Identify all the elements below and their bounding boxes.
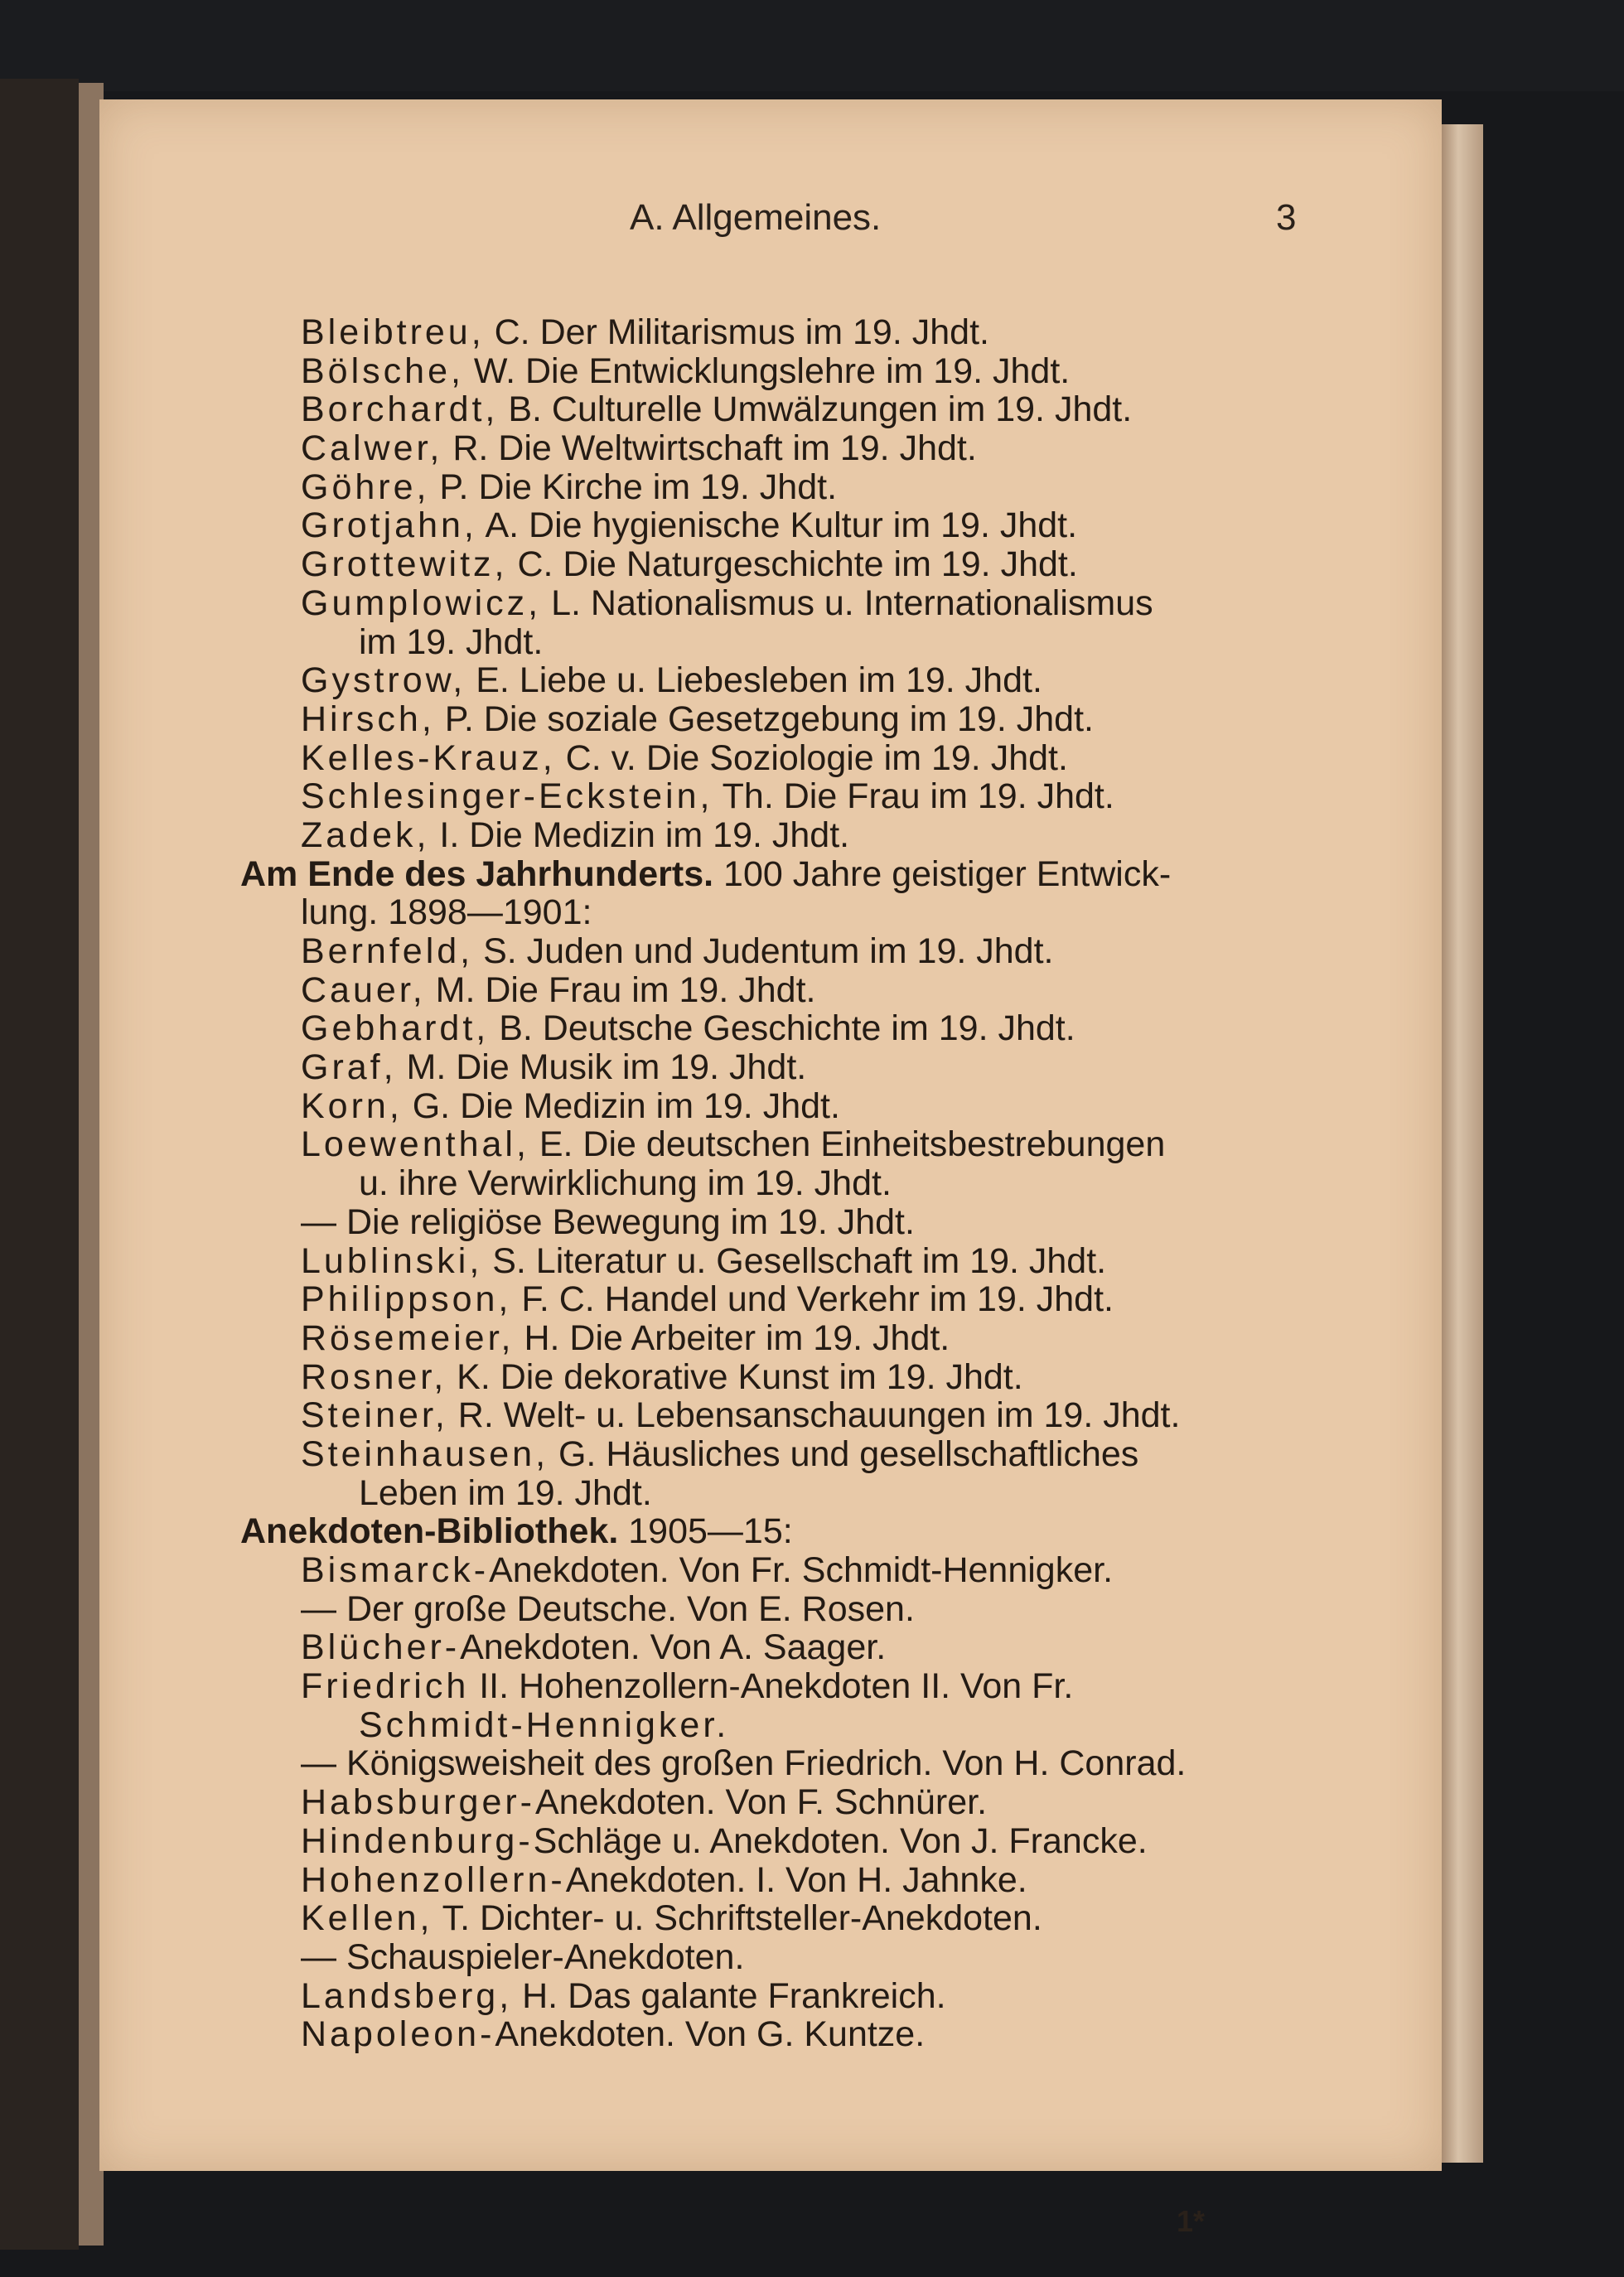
book-page — [99, 99, 1442, 2238]
entry-author: Habsburger- — [301, 1782, 535, 1823]
bibliography-entry — [240, 1822, 1400, 1861]
series-heading — [240, 855, 1400, 894]
entry-title: M. Die Musik im 19. Jhdt. — [406, 1047, 807, 1088]
entry-title: Schläge u. Anekdoten. Von J. Francke. — [533, 1820, 1148, 1861]
entry-author: Schlesinger-Eckstein, — [301, 776, 713, 817]
entry-title: Anekdoten. I. Von H. Jahnke. — [565, 1859, 1027, 1900]
bibliography-entry — [240, 545, 1400, 584]
entry-author: Borchardt, — [301, 389, 499, 430]
bibliography-entry — [240, 932, 1400, 971]
entry-author: Hindenburg- — [301, 1820, 534, 1861]
entry-author: Zadek, — [301, 815, 430, 855]
bibliography-entry — [240, 1009, 1400, 1048]
entry-author: Hirsch, — [301, 699, 435, 739]
bibliography-entry — [240, 506, 1400, 545]
entry-title: W. Die Entwicklungslehre im 19. Jhdt. — [473, 350, 1071, 391]
bibliography-entry — [240, 1280, 1400, 1319]
bibliography-entry — [240, 1628, 1400, 1667]
bibliography-entry — [240, 1396, 1400, 1435]
entry-title: Anekdoten. Von G. Kuntze. — [495, 2014, 926, 2055]
entry-author: Blücher- — [301, 1627, 461, 1668]
entry-author: Steiner, — [301, 1395, 448, 1436]
entry-title: H. Das galante Frankreich. — [522, 1975, 946, 2016]
entry-title: P. Die soziale Gesetzgebung im 19. Jhdt. — [444, 699, 1094, 739]
entry-title: M. Die Frau im 19. Jhdt. — [435, 969, 816, 1010]
entry-author: Steinhausen, — [301, 1433, 549, 1474]
entry-author: Bleibtreu, — [301, 312, 485, 352]
entry-title: S. Literatur u. Gesellschaft im 19. Jhdt. — [492, 1240, 1107, 1281]
entry-title: Leben im 19. Jhdt. — [359, 1472, 652, 1513]
entry-author: Schmidt-Hennigker. — [359, 1704, 730, 1745]
entry-title: T. Dichter- u. Schriftsteller-Anekdoten. — [442, 1898, 1042, 1939]
bibliography-entry — [240, 1048, 1400, 1087]
bibliography-entry — [240, 1087, 1400, 1126]
entry-title: H. Die Arbeiter im 19. Jhdt. — [524, 1317, 950, 1358]
series-heading — [240, 1512, 1400, 1551]
bibliography-entry — [240, 1203, 1400, 1242]
entry-title: Anekdoten. Von Fr. Schmidt-Hennigker. — [489, 1550, 1114, 1590]
bibliography-entry — [240, 1744, 1400, 1783]
entry-title: A. Die hygienische Kultur im 19. Jhdt. — [485, 505, 1078, 546]
entry-continuation — [240, 623, 1400, 662]
bibliography-entry — [240, 390, 1400, 429]
entry-title: B. Deutsche Geschichte im 19. Jhdt. — [499, 1008, 1075, 1049]
bibliography-entry — [240, 352, 1400, 391]
bibliography-entry — [240, 1590, 1400, 1629]
bibliography-entry — [240, 1861, 1400, 1900]
entry-title: C. Der Militarismus im 19. Jhdt. — [494, 312, 989, 352]
entry-author: Lublinski, — [301, 1240, 483, 1281]
entry-author: Loewenthal, — [301, 1124, 529, 1165]
entry-continuation — [240, 1164, 1400, 1203]
entry-title: R. Welt- u. Lebensanschauungen im 19. Jhdt. — [457, 1395, 1181, 1436]
bibliography-entry — [240, 584, 1400, 623]
entry-author: Calwer, — [301, 428, 443, 469]
series-title: Am Ende des Jahrhunderts. — [240, 853, 714, 894]
entry-title: Anekdoten. Von F. Schnürer. — [535, 1782, 988, 1823]
entry-author: Friedrich — [301, 1666, 470, 1707]
entry-author: Philippson, — [301, 1279, 512, 1320]
bibliography-entry — [240, 2015, 1400, 2054]
entry-author: Gumplowicz, — [301, 583, 542, 623]
entry-author: Gebhardt, — [301, 1008, 490, 1049]
entry-title: K. Die dekorative Kunst im 19. Jhdt. — [457, 1356, 1023, 1397]
entry-title: u. ihre Verwirklichung im 19. Jhdt. — [359, 1163, 892, 1204]
entry-author: Landsberg, — [301, 1975, 513, 2016]
entry-author: Bölsche, — [301, 350, 464, 391]
bibliography-list — [240, 313, 1400, 2054]
entry-title: I. Die Medizin im 19. Jhdt. — [439, 815, 850, 855]
bibliography-entry — [240, 1899, 1400, 1938]
bibliography-entry — [240, 1938, 1400, 1977]
bibliography-entry — [240, 1319, 1400, 1358]
entry-title: II. Hohenzollern-Anekdoten II. Von Fr. — [479, 1666, 1074, 1707]
entry-author: Korn, — [301, 1085, 403, 1126]
bibliography-entry — [240, 739, 1400, 778]
bibliography-entry — [240, 1125, 1400, 1164]
running-head: A. Allgemeines. — [630, 197, 882, 238]
entry-author: Graf, — [301, 1047, 397, 1088]
entry-title: 1905—15: — [628, 1511, 793, 1552]
entry-title: Th. Die Frau im 19. Jhdt. — [722, 776, 1114, 817]
entry-author: Hohenzollern- — [301, 1859, 566, 1900]
bibliography-entry — [240, 1358, 1400, 1397]
entry-continuation — [240, 1706, 1400, 1745]
entry-title: G. Die Medizin im 19. Jhdt. — [412, 1085, 840, 1126]
book-cover-left — [0, 79, 79, 2250]
entry-author: Gystrow, — [301, 660, 466, 701]
bibliography-entry — [240, 1667, 1400, 1706]
bibliography-entry — [240, 661, 1400, 700]
entry-author: Grotjahn, — [301, 505, 477, 546]
entry-author: Napoleon- — [301, 2014, 495, 2055]
entry-author: Bismarck- — [301, 1550, 490, 1590]
bibliography-entry — [240, 1783, 1400, 1822]
entry-title: F. C. Handel und Verkehr im 19. Jhdt. — [521, 1279, 1114, 1320]
signature-mark: 1* — [1177, 2204, 1206, 2238]
page-fore-edge — [1442, 124, 1483, 2163]
page-number: 3 — [1276, 197, 1297, 238]
entry-title: — Schauspieler-Anekdoten. — [301, 1936, 745, 1977]
entry-title: L. Nationalismus u. Internationalismus — [551, 583, 1153, 623]
entry-continuation — [240, 893, 1400, 932]
bibliography-entry — [240, 971, 1400, 1010]
entry-author: Cauer, — [301, 969, 426, 1010]
entry-title: — Der große Deutsche. Von E. Rosen. — [301, 1588, 915, 1629]
entry-title: Anekdoten. Von A. Saager. — [460, 1627, 887, 1668]
bibliography-entry — [240, 1435, 1400, 1474]
entry-author: Bernfeld, — [301, 931, 474, 971]
entry-title: lung. 1898—1901: — [301, 892, 592, 933]
entry-title: — Königsweisheit des großen Friedrich. Von H. Conrad. — [301, 1743, 1187, 1784]
bibliography-entry — [240, 313, 1400, 352]
bibliography-entry — [240, 429, 1400, 468]
entry-author: Göhre, — [301, 467, 430, 507]
bibliography-entry — [240, 1551, 1400, 1590]
entry-author: Grottewitz, — [301, 544, 508, 585]
bibliography-entry — [240, 777, 1400, 816]
bibliography-entry — [240, 1242, 1400, 1281]
leather-cover-top — [0, 0, 1624, 91]
entry-title: R. Die Weltwirtschaft im 19. Jhdt. — [452, 428, 977, 469]
entry-title: P. Die Kirche im 19. Jhdt. — [439, 467, 838, 507]
entry-title: C. v. Die Soziologie im 19. Jhdt. — [565, 737, 1068, 778]
entry-title: — Die religiöse Bewegung im 19. Jhdt. — [301, 1201, 915, 1242]
entry-title: B. Culturelle Umwälzungen im 19. Jhdt. — [508, 389, 1133, 430]
entry-title: E. Liebe u. Liebesleben im 19. Jhdt. — [476, 660, 1042, 701]
entry-continuation — [240, 1474, 1400, 1513]
entry-title: C. Die Naturgeschichte im 19. Jhdt. — [517, 544, 1078, 585]
bibliography-entry — [240, 468, 1400, 507]
entry-title: G. Häusliches und gesellschaftliches — [558, 1433, 1139, 1474]
entry-author: Kellen, — [301, 1898, 433, 1939]
bibliography-entry — [240, 816, 1400, 855]
series-title: Anekdoten-Bibliothek. — [240, 1511, 619, 1552]
entry-title: im 19. Jhdt. — [359, 621, 544, 662]
bibliography-entry — [240, 1977, 1400, 2016]
entry-author: Kelles-Krauz, — [301, 737, 556, 778]
entry-title: S. Juden und Judentum im 19. Jhdt. — [483, 931, 1054, 971]
entry-title: 100 Jahre geistiger Entwick- — [723, 853, 1172, 894]
bibliography-entry — [240, 700, 1400, 739]
entry-author: Rosner, — [301, 1356, 447, 1397]
entry-title: E. Die deutschen Einheitsbestrebungen — [539, 1124, 1166, 1165]
entry-author: Rösemeier, — [301, 1317, 515, 1358]
